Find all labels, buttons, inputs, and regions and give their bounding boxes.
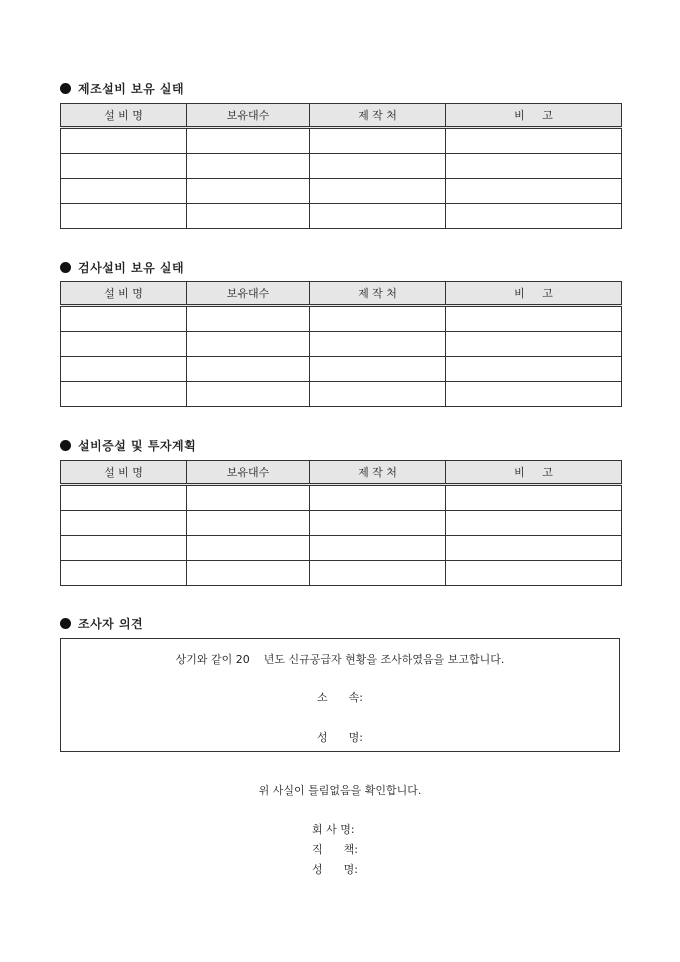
table-cell[interactable] [61, 179, 187, 204]
table-cell[interactable] [61, 204, 187, 229]
table-cell[interactable] [61, 128, 187, 154]
table-cell[interactable] [310, 485, 446, 511]
header-equipment-name: 설 비 명 [61, 104, 187, 128]
table-cell[interactable] [310, 154, 446, 179]
table-cell[interactable] [187, 536, 310, 561]
header-manufacturer: 제 작 처 [310, 104, 446, 128]
table-cell[interactable] [446, 485, 622, 511]
company-name-label[interactable]: 회 사 명: [312, 823, 355, 836]
table-cell[interactable] [187, 128, 310, 154]
table-cell[interactable] [61, 511, 187, 536]
table-row [61, 357, 622, 382]
table-row [61, 511, 622, 536]
table-cell[interactable] [310, 357, 446, 382]
table-cell[interactable] [187, 485, 310, 511]
table-cell[interactable] [446, 154, 622, 179]
table-cell[interactable] [310, 179, 446, 204]
confirmation-statement: 위 사실이 틀림없음을 확인합니다. [258, 784, 422, 797]
table-cell[interactable] [446, 179, 622, 204]
table-row [61, 179, 622, 204]
section-title-investment [60, 437, 196, 454]
header-remarks: 비 고 [446, 104, 622, 128]
table-cell[interactable] [310, 332, 446, 357]
table-cell[interactable] [61, 485, 187, 511]
table-cell[interactable] [310, 306, 446, 332]
table-cell[interactable] [61, 382, 187, 407]
table-cell[interactable] [446, 561, 622, 586]
table-cell[interactable] [61, 306, 187, 332]
header-remarks: 비 고 [446, 461, 622, 485]
table-row [61, 382, 622, 407]
section-title-text: 제조설비 보유 실태 [78, 82, 185, 96]
section-title-manufacturing [60, 80, 184, 97]
table-cell[interactable] [61, 536, 187, 561]
table-cell[interactable] [61, 154, 187, 179]
table-cell[interactable] [187, 561, 310, 586]
table-cell[interactable] [187, 306, 310, 332]
table-cell[interactable] [61, 357, 187, 382]
table-row [61, 561, 622, 586]
opinion-statement: 상기와 같이 20 년도 신규공급자 현황을 조사하였음을 보고합니다. [175, 653, 505, 666]
section-title-text: 검사설비 보유 실태 [78, 261, 185, 275]
table-cell[interactable] [187, 511, 310, 536]
surveyor-name-label[interactable]: 성 명: [317, 731, 363, 744]
surveyor-opinion-box [60, 638, 620, 752]
table-cell[interactable] [446, 306, 622, 332]
table-cell[interactable] [310, 511, 446, 536]
bullet-icon [60, 618, 71, 629]
table-cell[interactable] [310, 128, 446, 154]
header-equipment-name: 설 비 명 [61, 461, 187, 485]
table-row [61, 154, 622, 179]
header-quantity: 보유대수 [187, 461, 310, 485]
table-row [61, 306, 622, 332]
header-equipment-name: 설 비 명 [61, 282, 187, 306]
header-remarks: 비 고 [446, 282, 622, 306]
table-cell[interactable] [446, 511, 622, 536]
header-manufacturer: 제 작 처 [310, 461, 446, 485]
bullet-icon [60, 262, 71, 273]
table-cell[interactable] [61, 561, 187, 586]
inspection-equipment-table [60, 281, 622, 407]
affiliation-label[interactable]: 소 속: [317, 691, 363, 704]
section-title-text: 설비증설 및 투자계획 [78, 439, 197, 453]
investment-plan-table [60, 460, 622, 586]
table-cell[interactable] [61, 332, 187, 357]
table-row [61, 128, 622, 154]
table-row [61, 332, 622, 357]
table-cell[interactable] [310, 382, 446, 407]
table-row [61, 536, 622, 561]
table-cell[interactable] [187, 179, 310, 204]
table-cell[interactable] [187, 382, 310, 407]
table-cell[interactable] [310, 561, 446, 586]
table-cell[interactable] [446, 382, 622, 407]
position-label[interactable]: 직 책: [312, 843, 358, 856]
table-header-row [61, 461, 622, 485]
section-title-inspection [60, 259, 184, 276]
bullet-icon [60, 83, 71, 94]
table-header-row [61, 104, 622, 128]
header-quantity: 보유대수 [187, 282, 310, 306]
header-quantity: 보유대수 [187, 104, 310, 128]
table-cell[interactable] [187, 154, 310, 179]
table-cell[interactable] [187, 204, 310, 229]
manufacturing-equipment-table [60, 103, 622, 229]
table-row [61, 204, 622, 229]
table-cell[interactable] [187, 332, 310, 357]
table-cell[interactable] [446, 128, 622, 154]
table-cell[interactable] [446, 204, 622, 229]
confirmer-name-label[interactable]: 성 명: [312, 863, 358, 876]
table-cell[interactable] [446, 536, 622, 561]
section-title-opinion [60, 615, 143, 632]
table-header-row [61, 282, 622, 306]
section-title-text: 조사자 의견 [78, 617, 144, 631]
table-cell[interactable] [310, 204, 446, 229]
table-cell[interactable] [310, 536, 446, 561]
header-manufacturer: 제 작 처 [310, 282, 446, 306]
bullet-icon [60, 440, 71, 451]
table-cell[interactable] [446, 357, 622, 382]
table-row [61, 485, 622, 511]
table-cell[interactable] [187, 357, 310, 382]
table-cell[interactable] [446, 332, 622, 357]
